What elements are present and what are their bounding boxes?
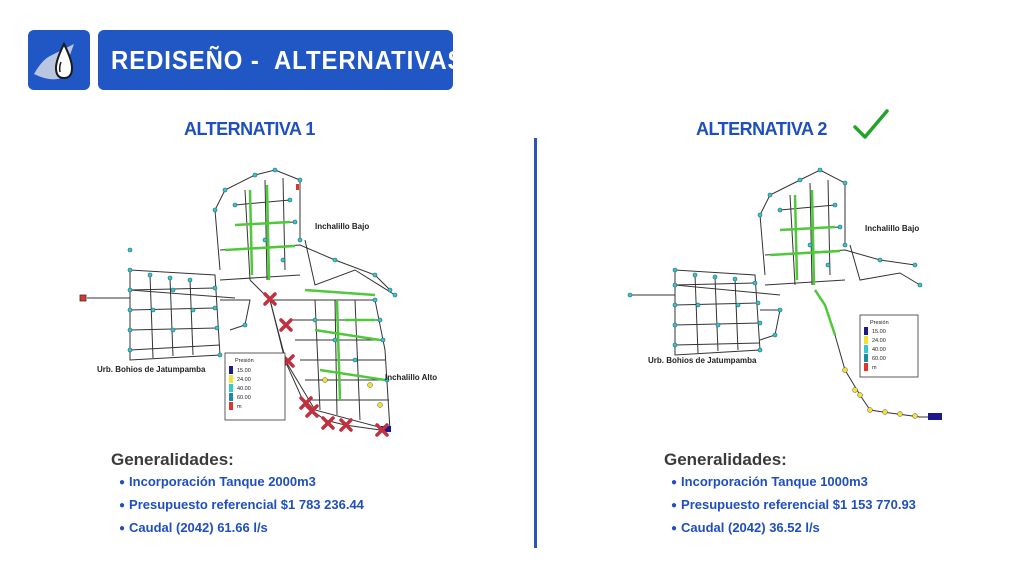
map-label-inchalillo-bajo: Inchalillo Bajo: [865, 224, 920, 233]
list-item: ● Caudal (2042) 61.66 l/s: [119, 520, 268, 535]
list-item: ● Presupuesto referencial $1 783 236.44: [119, 497, 364, 512]
general-list-1: [119, 471, 364, 540]
general-list-2: [671, 471, 916, 540]
legend-unit: m: [237, 404, 242, 410]
list-item: ● Presupuesto referencial $1 153 770.93: [671, 497, 916, 512]
map-label-inchalillo-bajo: Inchalillo Bajo: [315, 222, 370, 231]
legend-value: 15.00: [872, 329, 886, 335]
legend-title: Presión: [235, 358, 254, 364]
legend-value: 60.00: [237, 395, 251, 401]
water-drop-icon: [28, 30, 90, 90]
list-item-text: Incorporación Tanque 1000m3: [681, 474, 868, 489]
legend-value: 40.00: [237, 386, 251, 392]
map-label-inchalillo-alto: Inchalillo Alto: [385, 373, 438, 382]
column-divider: [534, 138, 537, 548]
legend-unit: m: [872, 365, 877, 371]
legend-value: 15.00: [237, 368, 251, 374]
page-title: REDISEÑO - ALTERNATIVAS: [111, 44, 465, 75]
network-map-alternative-1: [75, 150, 438, 440]
list-item-text: Incorporación Tanque 2000m3: [129, 474, 316, 489]
map-label-bohios: Urb. Bohios de Jatumpamba: [97, 365, 206, 374]
list-item: ● Incorporación Tanque 1000m3: [671, 474, 868, 489]
checkmark-icon: [852, 108, 890, 142]
list-item-text: Presupuesto referencial $1 783 236.44: [129, 497, 364, 512]
list-item-text: Caudal (2042) 36.52 l/s: [681, 520, 820, 535]
list-item-text: Presupuesto referencial $1 153 770.93: [681, 497, 916, 512]
list-item: ● Incorporación Tanque 2000m3: [119, 474, 316, 489]
pressure-legend: [225, 353, 285, 420]
pressure-legend: [860, 315, 918, 377]
legend-value: 60.00: [872, 356, 886, 362]
general-title-1: Generalidades:: [111, 450, 234, 469]
legend-title: Presión: [870, 320, 889, 326]
map-label-bohios: Urb. Bohios de Jatumpamba: [648, 356, 757, 365]
alternative-2-heading: ALTERNATIVA 2: [696, 119, 827, 139]
legend-value: 24.00: [872, 338, 886, 344]
legend-value: 24.00: [237, 377, 251, 383]
alternative-1-heading: ALTERNATIVA 1: [184, 119, 315, 139]
list-item: ● Caudal (2042) 36.52 l/s: [671, 520, 820, 535]
legend-value: 40.00: [872, 347, 886, 353]
list-item-text: Caudal (2042) 61.66 l/s: [129, 520, 268, 535]
network-map-alternative-2: [620, 155, 950, 430]
general-title-2: Generalidades:: [664, 450, 787, 469]
title-banner: [98, 30, 465, 90]
logo-badge: [28, 30, 90, 90]
